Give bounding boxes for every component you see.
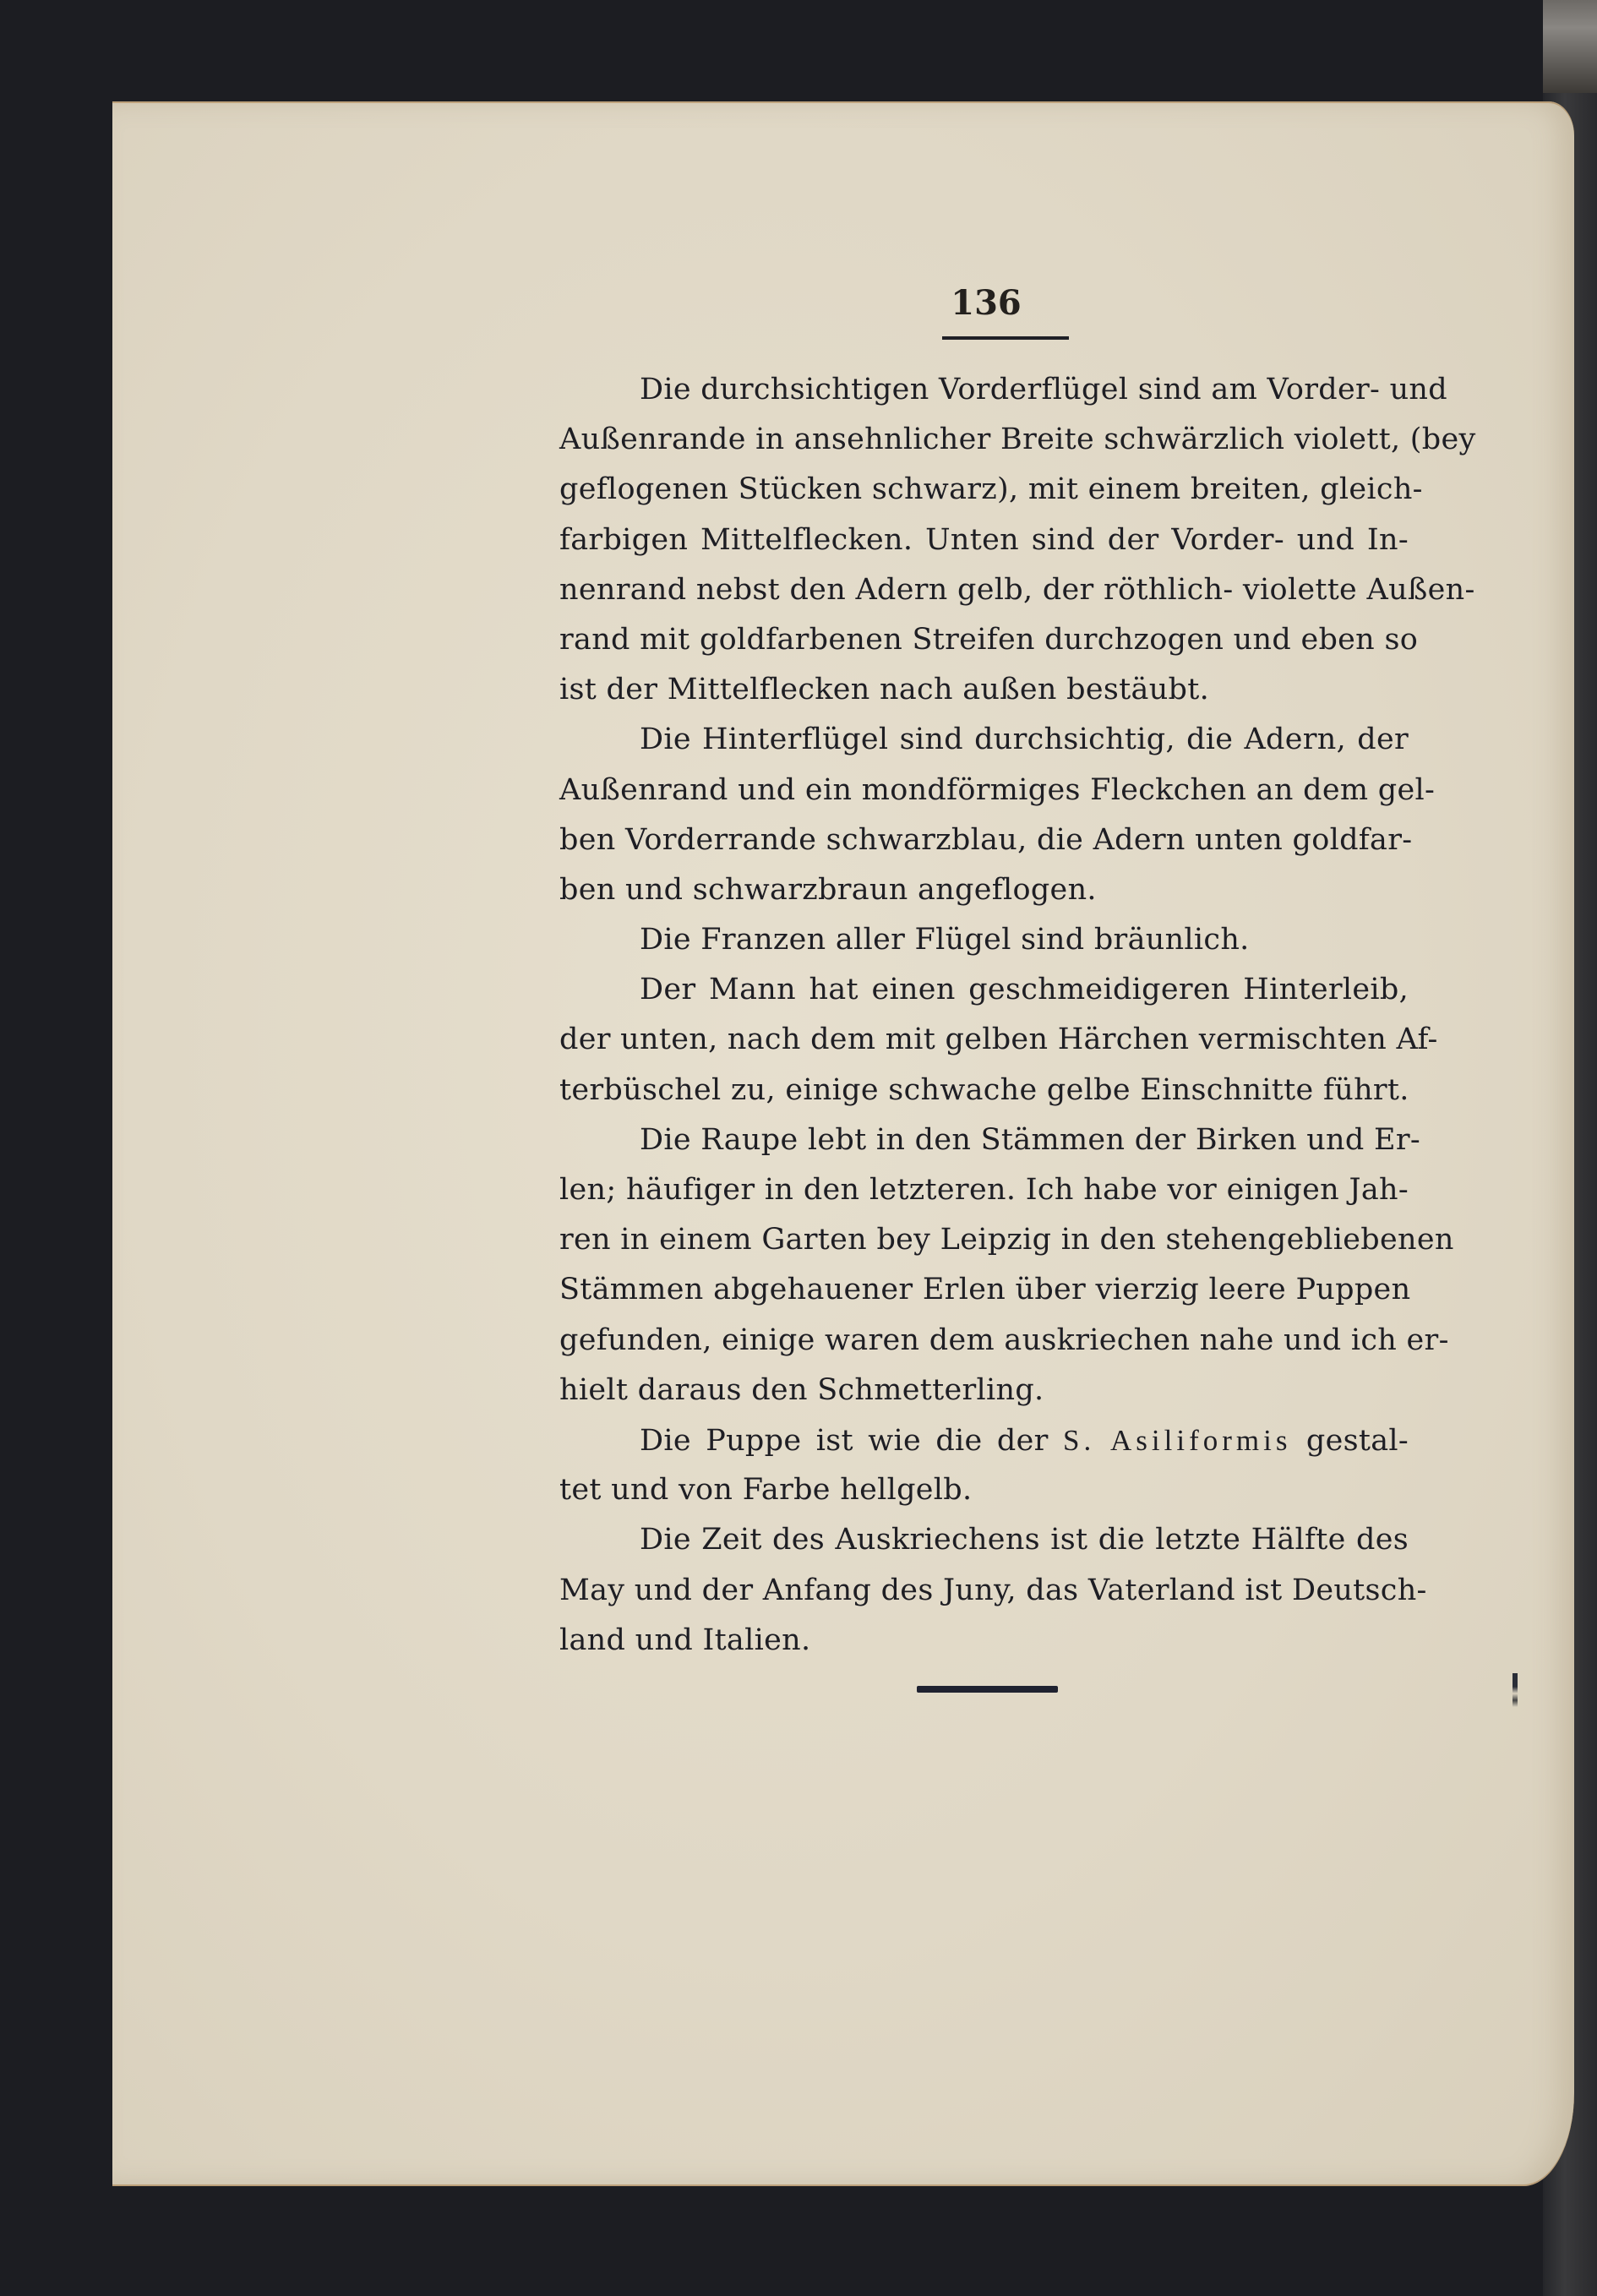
species-name: S. Asiliformis	[1063, 1423, 1292, 1457]
text-line: len; häufiger in den letzteren. Ich habe vor einigen Jah-	[559, 1173, 1409, 1207]
text-line: hielt daraus den Schmetterling.	[559, 1372, 1044, 1407]
text-line: rand mit goldfarbenen Streifen durchzogen und eben so	[559, 622, 1419, 657]
text-fragment: gestal-	[1305, 1423, 1409, 1458]
text-line: Die Franzen aller Flügel sind bräunlich.	[640, 923, 1250, 957]
text-line: Die Raupe lebt in den Stämmen der Birken und Er-	[640, 1122, 1421, 1157]
text-line: Die Hinterflügel sind durchsichtig, die Adern, der	[640, 723, 1409, 757]
text-line: gefunden, einige waren dem auskriechen nahe und ich er-	[559, 1323, 1449, 1357]
text-line: Außenrand und ein mondförmiges Fleckchen an dem gel-	[559, 772, 1436, 807]
scan-background-strip-top	[1543, 0, 1597, 93]
text-line: Die Zeit des Auskriechens ist die letzte Hälfte des	[640, 1523, 1409, 1557]
text-line: land und Italien.	[559, 1622, 811, 1657]
text-line: May und der Anfang des Juny, das Vaterland ist Deutsch-	[559, 1573, 1427, 1607]
text-line: ren in einem Garten bey Leipzig in den stehengebliebenen	[559, 1223, 1454, 1257]
text-line: farbigen Mittelflecken. Unten sind der Vorder- und In-	[559, 522, 1409, 557]
page-number: 136	[951, 283, 1022, 323]
text-line: Die durchsichtigen Vorderflügel sind am Vorder- und	[640, 373, 1447, 406]
end-divider-rule	[917, 1686, 1058, 1693]
text-line: ben und schwarzbraun angeflogen.	[559, 872, 1097, 907]
ink-smudge	[1513, 1673, 1518, 1707]
body-text	[559, 365, 1476, 1666]
text-line: terbüschel zu, einige schwache gelbe Einschnitte führt.	[559, 1072, 1409, 1107]
text-line: ben Vorderrande schwarzblau, die Adern unten goldfar-	[559, 822, 1413, 857]
text-line: geflogenen Stücken schwarz), mit einem breiten, gleich-	[559, 472, 1423, 507]
text-line: der unten, nach dem mit gelben Härchen vermischten Af-	[559, 1023, 1438, 1057]
text-line	[559, 1415, 1409, 1465]
text-line: nenrand nebst den Adern gelb, der röthlich- violette Außen-	[559, 572, 1475, 607]
text-line: Stämmen abgehauener Erlen über vierzig leere Puppen	[559, 1273, 1411, 1307]
text-line: Außenrande in ansehnlicher Breite schwärzlich violett, (bey	[559, 423, 1476, 457]
text-line: Der Mann hat einen geschmeidigeren Hinterleib,	[640, 973, 1409, 1007]
header-rule	[942, 336, 1069, 340]
text-line: ist der Mittelflecken nach außen bestäubt.	[559, 673, 1210, 707]
text-fragment: Die Puppe ist wie die der	[640, 1423, 1049, 1458]
text-line: tet und von Farbe hellgelb.	[559, 1473, 973, 1508]
